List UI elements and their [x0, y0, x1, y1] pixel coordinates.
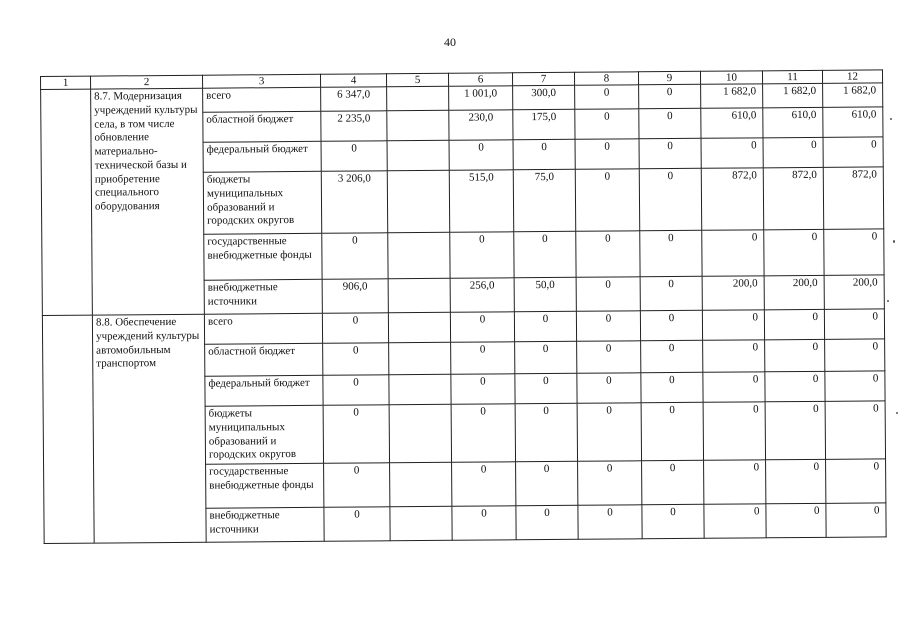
amount-cell: 0: [578, 461, 642, 506]
amount-cell: [388, 232, 450, 278]
amount-cell: 0: [823, 137, 883, 167]
amount-cell: 0: [577, 403, 641, 462]
amount-cell: 0: [324, 507, 390, 542]
column-number: 10: [700, 71, 762, 84]
amount-cell: 1 682,0: [823, 83, 883, 107]
amount-cell: 0: [322, 233, 388, 280]
amount-cell: 0: [641, 402, 703, 460]
amount-cell: 6 347,0: [321, 87, 387, 112]
amount-cell: [389, 404, 451, 462]
amount-cell: 0: [513, 139, 575, 169]
amount-cell: 0: [515, 341, 577, 373]
amount-cell: 0: [576, 277, 640, 312]
amount-cell: 175,0: [513, 109, 575, 139]
amount-cell: 0: [764, 229, 824, 275]
budget-table: [40, 69, 887, 544]
column-number: 4: [320, 74, 386, 88]
column-number: 7: [512, 72, 574, 85]
funding-source: внебюджетные источники: [204, 279, 322, 314]
amount-cell: 0: [703, 340, 765, 372]
amount-cell: 0: [450, 232, 514, 279]
funding-source: всего: [203, 87, 321, 112]
amount-cell: 0: [639, 138, 701, 168]
amount-cell: [387, 110, 449, 140]
amount-cell: 0: [641, 340, 703, 372]
amount-cell: 0: [324, 463, 390, 508]
amount-cell: 0: [575, 85, 639, 110]
amount-cell: 0: [642, 504, 704, 538]
amount-cell: 0: [639, 84, 701, 108]
amount-cell: 872,0: [701, 168, 763, 230]
amount-cell: 0: [825, 339, 885, 371]
scan-speck: [893, 240, 895, 243]
amount-cell: 0: [704, 504, 766, 538]
amount-cell: 0: [575, 109, 639, 140]
amount-cell: 0: [449, 140, 513, 171]
amount-cell: 0: [825, 401, 885, 459]
amount-cell: 300,0: [513, 85, 575, 109]
amount-cell: 0: [703, 372, 765, 402]
column-number: 1: [41, 76, 91, 89]
scan-speck: [887, 300, 889, 302]
column-number: 11: [762, 70, 822, 83]
amount-cell: 0: [452, 506, 516, 541]
amount-cell: 0: [578, 505, 642, 540]
amount-cell: 0: [451, 342, 515, 375]
amount-cell: [387, 86, 449, 110]
amount-cell: 0: [765, 371, 825, 401]
amount-cell: 0: [452, 462, 516, 507]
amount-cell: 0: [322, 313, 388, 344]
funding-source: областной бюджет: [203, 111, 321, 142]
amount-cell: 2 235,0: [321, 111, 387, 142]
column-number: 6: [448, 73, 512, 87]
column-number: 12: [822, 70, 882, 83]
amount-cell: 0: [514, 231, 576, 277]
amount-cell: 0: [323, 375, 389, 406]
column-number: 2: [91, 75, 203, 89]
amount-cell: 0: [826, 503, 886, 537]
amount-cell: 610,0: [701, 108, 763, 138]
amount-cell: 0: [515, 373, 577, 403]
amount-cell: 230,0: [449, 110, 513, 141]
amount-cell: 0: [826, 459, 886, 503]
amount-cell: 0: [321, 141, 387, 172]
amount-cell: 0: [764, 309, 824, 339]
amount-cell: 1 682,0: [701, 84, 763, 108]
amount-cell: 0: [642, 460, 704, 504]
amount-cell: [388, 278, 450, 312]
amount-cell: [388, 312, 450, 342]
amount-cell: 0: [824, 229, 884, 275]
amount-cell: 0: [516, 461, 578, 505]
amount-cell: 0: [825, 371, 885, 401]
amount-cell: 0: [516, 505, 578, 539]
amount-cell: 0: [451, 374, 515, 405]
row-group-blank: [41, 89, 93, 315]
amount-cell: 3 206,0: [321, 171, 387, 234]
amount-cell: 0: [641, 372, 703, 402]
amount-cell: 906,0: [322, 279, 388, 314]
column-number: 3: [202, 74, 320, 88]
amount-cell: 872,0: [763, 167, 823, 229]
amount-cell: 0: [765, 339, 825, 371]
amount-cell: 0: [639, 168, 701, 230]
amount-cell: 200,0: [824, 275, 884, 309]
funding-source: федеральный бюджет: [203, 141, 321, 172]
amount-cell: 610,0: [763, 107, 823, 137]
amount-cell: 0: [640, 310, 702, 340]
scan-speck: [896, 412, 898, 414]
funding-source: внебюджетные источники: [206, 507, 324, 542]
amount-cell: 0: [766, 503, 826, 537]
amount-cell: [390, 462, 452, 506]
amount-cell: [389, 342, 451, 374]
amount-cell: 0: [514, 311, 576, 341]
funding-source: всего: [204, 313, 322, 344]
amount-cell: 1 001,0: [449, 86, 513, 111]
amount-cell: [389, 374, 451, 404]
amount-cell: 0: [766, 459, 826, 503]
amount-cell: 0: [323, 405, 389, 464]
amount-cell: 0: [451, 404, 515, 463]
amount-cell: 0: [701, 138, 763, 168]
funding-source: бюджеты муниципальных образований и городских округов: [203, 171, 321, 234]
amount-cell: 0: [450, 312, 514, 343]
amount-cell: 0: [515, 403, 577, 461]
column-number: 9: [638, 71, 700, 84]
amount-cell: [387, 170, 449, 232]
amount-cell: 0: [763, 137, 823, 167]
amount-cell: 200,0: [702, 276, 764, 310]
amount-cell: 50,0: [514, 277, 576, 311]
amount-cell: 0: [576, 311, 640, 342]
amount-cell: 0: [824, 309, 884, 339]
amount-cell: 200,0: [764, 275, 824, 309]
amount-cell: 0: [639, 108, 701, 138]
column-number: 8: [574, 72, 638, 86]
amount-cell: 0: [640, 230, 702, 276]
funding-source: федеральный бюджет: [205, 375, 323, 406]
measure-name: 8.8. Обеспечение учреждений культуры автомобильным транспортом: [92, 314, 206, 543]
amount-cell: 610,0: [823, 107, 883, 137]
funding-source: бюджеты муниципальных образований и городских округов: [205, 405, 323, 464]
amount-cell: 0: [576, 231, 640, 278]
amount-cell: 0: [575, 169, 639, 232]
amount-cell: 256,0: [450, 278, 514, 313]
measure-name: 8.7. Модернизация учреждений культуры села, в том числе обновление материально-технической базы и приобретение специального оборудования: [91, 88, 205, 315]
column-number: 5: [386, 73, 448, 86]
funding-source: государственные внебюджетные фонды: [206, 463, 324, 508]
amount-cell: 75,0: [513, 169, 575, 231]
amount-cell: [390, 506, 452, 540]
amount-cell: 0: [577, 373, 641, 404]
amount-cell: 0: [704, 460, 766, 504]
page-number: 40: [444, 35, 456, 49]
amount-cell: 872,0: [823, 167, 883, 229]
amount-cell: 0: [765, 401, 825, 459]
amount-cell: 1 682,0: [763, 83, 823, 107]
amount-cell: 0: [702, 230, 764, 276]
funding-source: государственные внебюджетные фонды: [204, 233, 322, 280]
scan-speck: [890, 118, 892, 120]
amount-cell: 0: [575, 139, 639, 170]
amount-cell: 0: [323, 343, 389, 376]
amount-cell: 0: [703, 402, 765, 460]
funding-source: областной бюджет: [205, 343, 323, 376]
amount-cell: [387, 140, 449, 170]
amount-cell: 0: [577, 341, 641, 374]
amount-cell: 0: [640, 276, 702, 310]
amount-cell: 0: [702, 310, 764, 340]
row-group-blank: [42, 315, 94, 543]
document-sheet: [40, 69, 886, 574]
amount-cell: 515,0: [449, 170, 513, 233]
